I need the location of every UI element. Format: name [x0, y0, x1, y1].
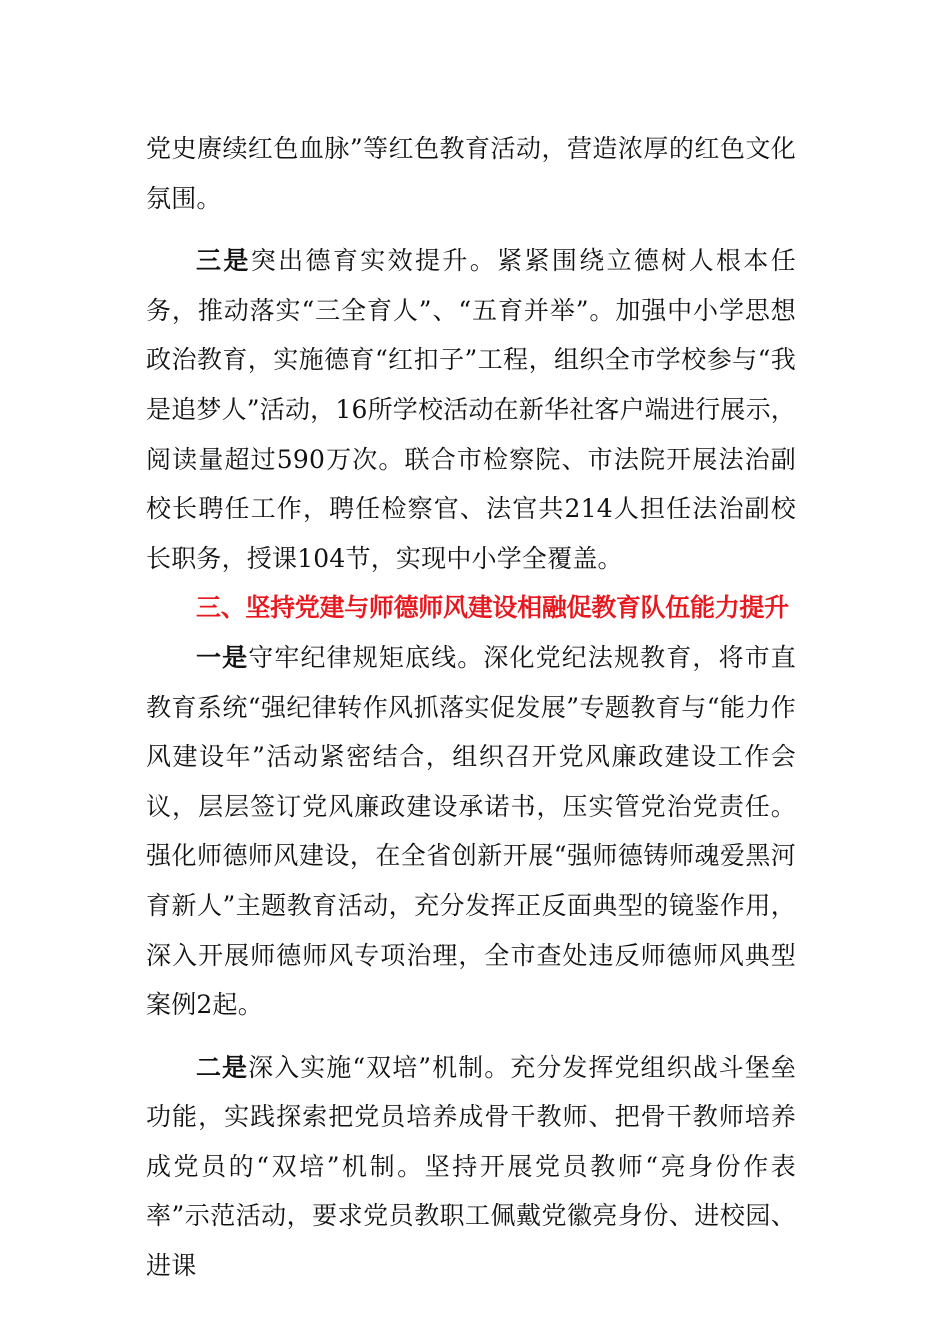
paragraph-discipline [146, 633, 796, 1030]
paragraph-text: 深入实施“双培”机制。充分发挥党组织战斗堡垒功能，实践探索把党员培养成骨干教师、把骨干教师培养成党员的“双培”机制。坚持开展党员教师“亮身份作表率”示范活动，要求党员教职工佩戴党徽亮身份、进校园、进课 [146, 1052, 796, 1281]
paragraph-dual-training [146, 1043, 796, 1291]
section-heading: 三、坚持党建与师德师风建设相融促教育队伍能力提升 [196, 593, 789, 623]
paragraph-lead: 三是 [196, 246, 251, 276]
paragraph-continuation [146, 124, 796, 223]
paragraph-text: 守牢纪律规矩底线。深化党纪法规教育，将市直教育系统“强纪律转作风抓落实促发展”专题教育与“能力作风建设年”活动紧密结合，组织召开党风廉政建设工作会议，层层签订党风廉政建设承诺书，压实管党治党责任。强化师德师风建设，在全省创新开展“强师德铸师魂爱黑河育新人”主题教育活动，充分发挥正反面典型的镜鉴作用，深入开展师德师风专项治理，全市查处违反师德师风典型案例2起。 [146, 642, 797, 1020]
paragraph-lead: 二是 [196, 1052, 249, 1082]
paragraph-lead: 一是 [196, 642, 249, 672]
paragraph-moral-education [146, 236, 796, 583]
document-page [146, 124, 796, 1291]
paragraph-text: 党史赓续红色血脉”等红色教育活动，营造浓厚的红色文化氛围。 [146, 134, 796, 213]
paragraph-text: 突出德育实效提升。紧紧围绕立德树人根本任务，推动落实“三全育人”、“五育并举”。加强中小学思想政治教育，实施德育“红扣子”工程，组织全市学校参与“我是追梦人”活动，16所学校活动在新华社客户端进行展示，阅读量超过590万次。联合市检察院、市法院开展法治副校长聘任工作，聘任检察官、法官共214人担任法治副校长职务，授课104节，实现中小学全覆盖。 [146, 246, 796, 573]
